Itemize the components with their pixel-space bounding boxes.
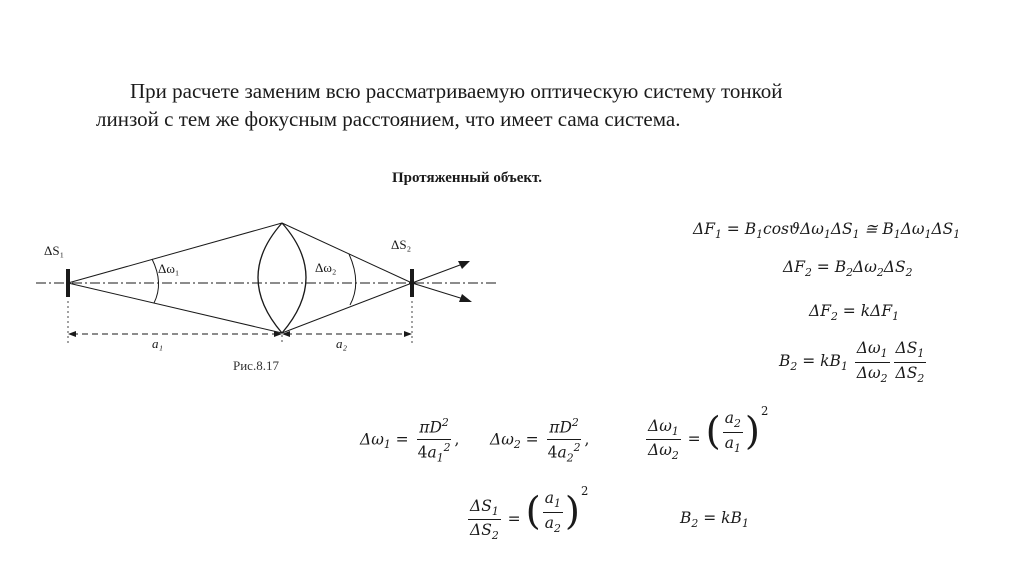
label-a1: a₁: [152, 336, 164, 351]
formula-dF2: $\Delta F_2 = B_2\Delta\omega_2\Delta S_2$: [783, 258, 913, 279]
label-dw1: Δω₁: [158, 261, 180, 276]
fraction-omega-ratio: $\frac{\Delta\omega_1}{\Delta\omega_2}$: [856, 339, 888, 385]
formula-dF1: $\Delta F_1 = B_1\cos ϑ\Delta\omega_1\Delta S_1$ ≅ $B_1\Delta\omega_1\Delta S_1$: [693, 220, 961, 241]
optical-diagram: [28, 215, 498, 385]
label-a2: a₂: [336, 336, 348, 351]
fraction-s-lhs: $\frac{\Delta S_1}{\Delta S_2}$: [470, 496, 499, 543]
fraction-domega2: $\frac{\pi D^2}{4a_2^2}$: [547, 416, 581, 464]
intro-paragraph-line1: При расчете заменим всю рассматриваемую оптическую систему тонкой: [130, 79, 783, 103]
fraction-omega-lhs: $\frac{\Delta\omega_1}{\Delta\omega_2}$: [648, 416, 679, 463]
arrowheads: [458, 261, 472, 302]
section-heading: Протяженный объект.: [392, 170, 542, 186]
extension-lines: [68, 301, 412, 343]
formula-B2-k: $B_2 = kB_1$: [680, 509, 749, 530]
formula-B2: $B_2 = kB_1$ $\frac{\Delta\omega_1}{\Delta\omega_2}$ $\frac{\Delta S_1}{\Delta S_2}$: [779, 339, 925, 385]
fraction-a-ratio-2: $\frac{a_1}{a_2}$: [544, 489, 561, 535]
intro-paragraph-line2: линзой с тем же фокусным расстоянием, что имеет сама система.: [96, 107, 681, 131]
label-ds2: ΔS₂: [391, 237, 412, 252]
thin-lens: [258, 223, 306, 333]
label-dw2: Δω₂: [315, 260, 337, 275]
formula-dF2-k: $\Delta F_2 = k\Delta F_1$: [809, 302, 899, 323]
label-ds1: ΔS₁: [44, 243, 65, 258]
formula-s-ratio: $\frac{\Delta S_1}{\Delta S_2}$ = ( $\frac{a_1}{a_2}$ ) 2: [470, 484, 589, 543]
formula-omega-ratio: $\frac{\Delta\omega_1}{\Delta\omega_2}$ = ( $\frac{a_2}{a_1}$ ) 2: [648, 404, 769, 463]
fraction-a-ratio-1: $\frac{a_2}{a_1}$: [724, 409, 741, 455]
formula-domega1: $\Delta\omega_1$ = $\frac{\pi D^2}{4a_1^2}$ ,: [360, 416, 460, 464]
fraction-s-ratio: $\frac{\Delta S_1}{\Delta S_2}$: [895, 339, 925, 385]
formula-domega2: $\Delta\omega_2$ = $\frac{\pi D^2}{4a_2^2}$ ,: [490, 416, 590, 464]
fraction-domega1: $\frac{\pi D^2}{4a_1^2}$: [417, 416, 451, 464]
figure-caption: Рис.8.17: [233, 358, 279, 373]
